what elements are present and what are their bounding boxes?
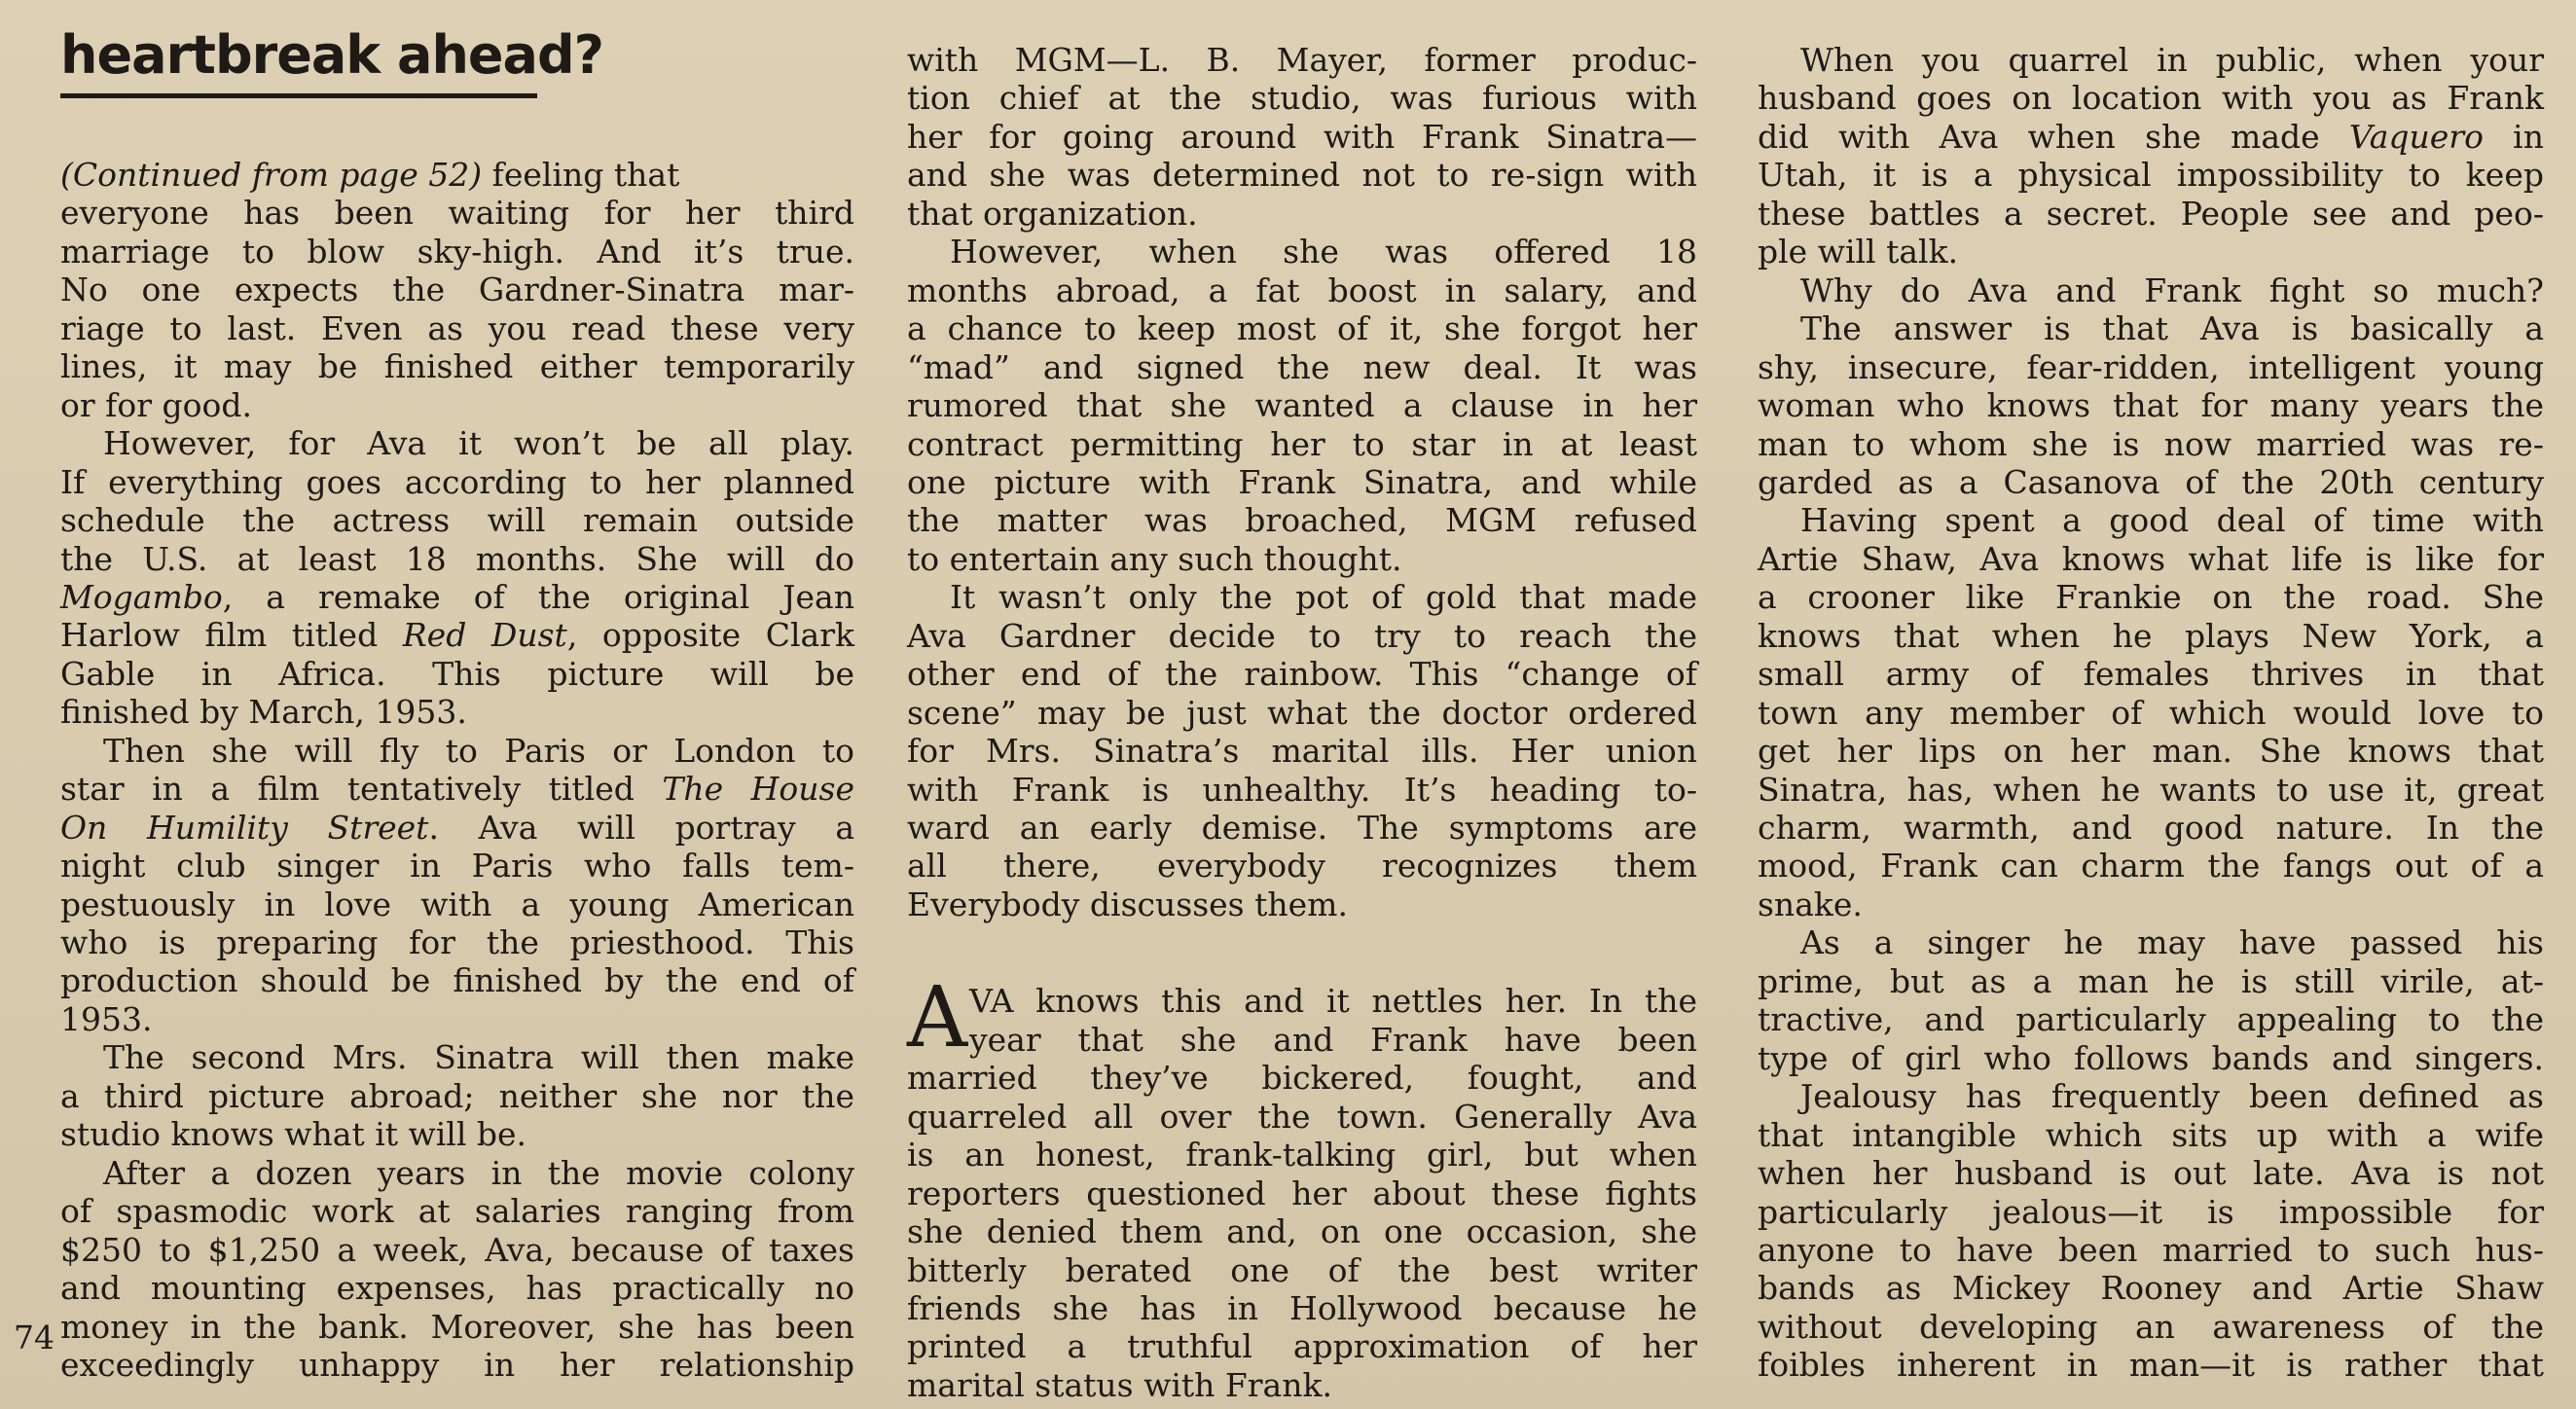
text-line: Artie Shaw, Ava knows what life is like for	[1758, 539, 2544, 578]
text-line: contract permitting her to star in at least	[907, 424, 1697, 463]
text-line: Harlow film titled Red Dust, opposite Clark	[60, 616, 854, 655]
text-line: production should be finished by the end of	[60, 961, 854, 1000]
text-line: garded as a Casanova of the 20th century	[1758, 462, 2544, 501]
text-line: Then she will fly to Paris or London to	[103, 731, 854, 770]
text-line: However, for Ava it won’t be all play.	[103, 424, 854, 463]
text-line: Why do Ava and Frank fight so much?	[1800, 271, 2544, 309]
text-line: anyone to have been married to such hus-	[1758, 1230, 2544, 1269]
text-line: finished by March, 1953.	[60, 693, 467, 732]
text-line: ple will talk.	[1758, 233, 1959, 271]
text-line: printed a truthful approximation of her	[907, 1327, 1697, 1366]
text-line: of spasmodic work at salaries ranging from	[60, 1192, 854, 1231]
text-line: Mogambo, a remake of the original Jean	[60, 577, 854, 616]
text-line: Utah, it is a physical impossibility to keep	[1758, 156, 2544, 195]
text-line: snake.	[1758, 885, 1863, 923]
text-line: a third picture abroad; neither she nor the	[60, 1076, 854, 1115]
text-line: type of girl who follows bands and singers.	[1758, 1038, 2544, 1077]
text-line: ward an early demise. The symptoms are	[907, 809, 1697, 847]
text-line: night club singer in Paris who falls tem-	[60, 847, 854, 885]
text-line: with Frank is unhealthy. It’s heading to-	[907, 770, 1697, 809]
text-line: mood, Frank can charm the fangs out of a	[1758, 847, 2544, 885]
text-line: year that she and Frank have been	[969, 1020, 1697, 1059]
text-line: her for going around with Frank Sinatra—	[907, 117, 1697, 156]
text-line: did with Ava when she made Vaquero in	[1758, 117, 2544, 156]
text-line: (Continued from page 52) feeling that	[60, 156, 680, 194]
text-line: town any member of which would love to	[1758, 693, 2544, 732]
text-line: Sinatra, has, when he wants to use it, great	[1758, 770, 2544, 809]
text-line: who is preparing for the priesthood. This	[60, 923, 854, 961]
text-line: husband goes on location with you as Frank	[1758, 79, 2544, 118]
text-line: foibles inherent in man—it is rather that	[1758, 1346, 2544, 1385]
text-line: VA knows this and it nettles her. In the	[969, 982, 1697, 1021]
text-line: money in the bank. Moreover, she has been	[60, 1307, 854, 1346]
text-line: No one expects the Gardner-Sinatra mar-	[60, 271, 854, 309]
text-line: a crooner like Frankie on the road. She	[1758, 578, 2544, 617]
text-line: The second Mrs. Sinatra will then make	[103, 1038, 854, 1077]
text-line: man to whom she is now married was re-	[1758, 424, 2544, 463]
text-line: Ava Gardner decide to try to reach the	[907, 616, 1697, 655]
text-line: that intangible which sits up with a wife	[1758, 1115, 2544, 1154]
text-line: knows that when he plays New York, a	[1758, 616, 2544, 655]
text-line: particularly jealous—it is impossible for	[1758, 1192, 2544, 1231]
text-line: As a singer he may have passed his	[1800, 923, 2544, 962]
text-line: and she was determined not to re-sign with	[907, 156, 1697, 195]
text-line: is an honest, frank-talking girl, but when	[907, 1136, 1697, 1174]
text-line: months abroad, a fat boost in salary, and	[907, 271, 1697, 309]
text-line: friends she has in Hollywood because he	[907, 1288, 1697, 1327]
text-line: to entertain any such thought.	[907, 539, 1402, 578]
text-line: “mad” and signed the new deal. It was	[907, 347, 1697, 386]
text-line: reporters questioned her about these fights	[907, 1174, 1697, 1212]
text-line: prime, but as a man he is still virile, at-	[1758, 961, 2544, 1000]
text-line: she denied them and, on one occasion, she	[907, 1212, 1697, 1251]
text-line: without developing an awareness of the	[1758, 1307, 2544, 1346]
text-line: that organization.	[907, 194, 1198, 233]
text-line: for Mrs. Sinatra’s marital ills. Her union	[907, 732, 1697, 771]
text-line: After a dozen years in the movie colony	[103, 1153, 854, 1192]
text-line: these battles a secret. People see and peo-	[1758, 194, 2544, 233]
text-line: On Humility Street. Ava will portray a	[60, 808, 854, 847]
text-line: pestuously in love with a young American	[60, 885, 854, 923]
text-line: Everybody discusses them.	[907, 885, 1348, 923]
text-line: However, when she was offered 18	[950, 233, 1697, 271]
text-line: the matter was broached, MGM refused	[907, 501, 1697, 540]
text-line: Gable in Africa. This picture will be	[60, 654, 854, 693]
text-line: or for good.	[60, 385, 252, 424]
headline: heartbreak ahead?	[60, 27, 537, 98]
page-number: 74	[14, 1319, 54, 1356]
text-line: small army of females thrives in that	[1758, 655, 2544, 694]
text-line: quarreled all over the town. Generally Ava	[907, 1097, 1697, 1136]
text-line: all there, everybody recognizes them	[907, 847, 1697, 885]
text-line: schedule the actress will remain outside	[60, 501, 854, 540]
text-line: Jealousy has frequently been defined as	[1800, 1077, 2544, 1116]
text-line: the U.S. at least 18 months. She will do	[60, 539, 854, 578]
text-line: The answer is that Ava is basically a	[1800, 309, 2544, 348]
drop-cap: A	[907, 969, 968, 1067]
text-line: star in a film tentatively titled The House	[60, 770, 855, 809]
text-line: tractive, and particularly appealing to the	[1758, 1000, 2544, 1039]
text-line: everyone has been waiting for her third	[60, 194, 854, 233]
text-line: Having spent a good deal of time with	[1800, 501, 2544, 540]
text-line: studio knows what it will be.	[60, 1115, 527, 1154]
text-line: get her lips on her man. She knows that	[1758, 732, 2544, 771]
text-line: marriage to blow sky-high. And it’s true.	[60, 232, 854, 271]
text-line: bands as Mickey Rooney and Artie Shaw	[1758, 1269, 2544, 1308]
text-line: shy, insecure, fear-ridden, intelligent young	[1758, 347, 2544, 386]
text-line: married they’ve bickered, fought, and	[907, 1059, 1697, 1098]
text-line: 1953.	[60, 999, 153, 1038]
text-line: exceedingly unhappy in her relationship	[60, 1345, 854, 1384]
text-line: riage to last. Even as you read these very	[60, 308, 854, 347]
text-line: woman who knows that for many years the	[1758, 386, 2544, 425]
text-line: one picture with Frank Sinatra, and while	[907, 462, 1697, 501]
text-line: tion chief at the studio, was furious with	[907, 79, 1697, 118]
text-line: It wasn’t only the pot of gold that made	[950, 578, 1697, 617]
text-line: with MGM—L. B. Mayer, former produc-	[907, 41, 1697, 79]
text-line: marital status with Frank.	[907, 1365, 1332, 1404]
text-line: $250 to $1,250 a week, Ava, because of taxes	[60, 1230, 854, 1269]
text-line: If everything goes according to her planned	[60, 462, 854, 501]
text-line: other end of the rainbow. This “change of	[907, 655, 1697, 694]
text-line: scene” may be just what the doctor ordered	[907, 693, 1697, 732]
text-line: When you quarrel in public, when your	[1800, 41, 2544, 79]
text-line: a chance to keep most of it, she forgot her	[907, 309, 1697, 348]
text-line: and mounting expenses, has practically no	[60, 1269, 854, 1308]
text-line: rumored that she wanted a clause in her	[907, 386, 1697, 425]
text-line: when her husband is out late. Ava is not	[1758, 1154, 2544, 1193]
text-line: bitterly berated one of the best writer	[907, 1250, 1697, 1289]
text-line: charm, warmth, and good nature. In the	[1758, 809, 2544, 847]
text-line: lines, it may be finished either temporarily	[60, 347, 854, 386]
